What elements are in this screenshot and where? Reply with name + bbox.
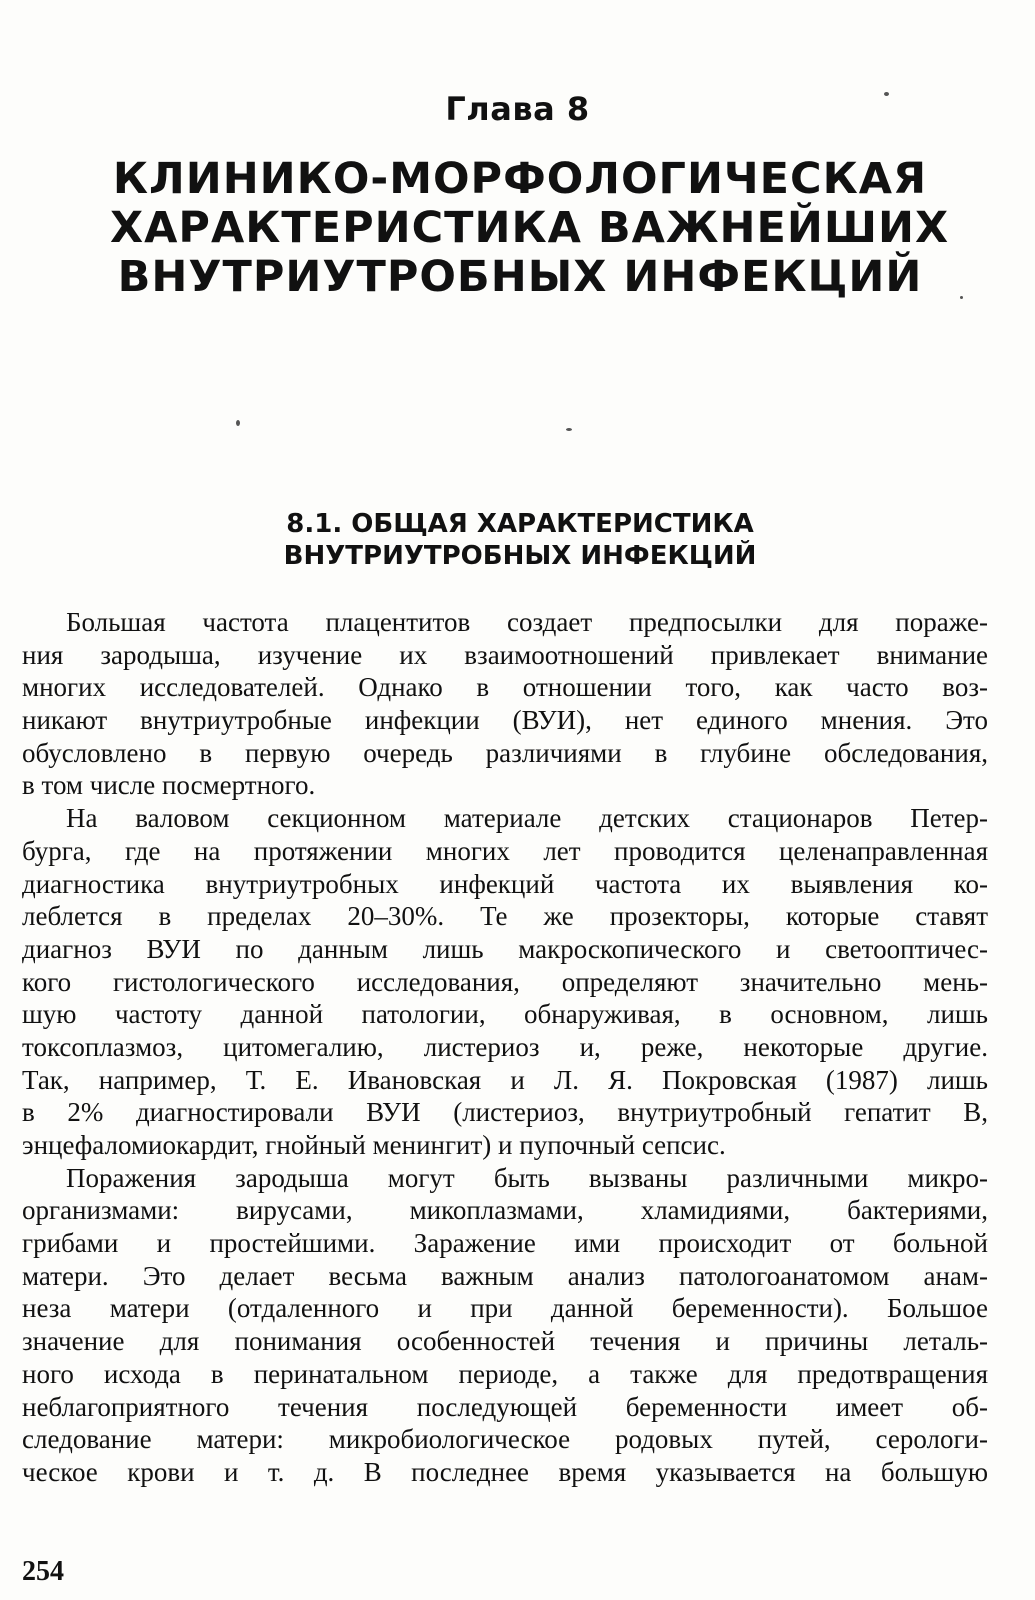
paragraph [22, 802, 988, 1162]
chapter-title-line: КЛИНИКО-МОРФОЛОГИЧЕСКАЯ [112, 154, 928, 204]
paragraph [22, 606, 988, 802]
section-title-line: 8.1. ОБЩАЯ ХАРАКТЕРИСТИКА [286, 509, 754, 539]
text-line: леблется в пределах 20–30%. Те же прозекторы, которые ставят [22, 901, 988, 932]
text-line: организмами: вирусами, микоплазмами, хламидиями, бактериями, [22, 1195, 988, 1226]
text-line: многих исследователей. Однако в отношении того, как часто воз- [22, 672, 988, 703]
body-text [22, 606, 988, 1489]
scan-speck [566, 428, 572, 431]
text-line: диагностика внутриутробных инфекций частота их выявления ко- [22, 868, 988, 899]
text-line: обусловлено в первую очередь различиями в глубине обследования, [22, 737, 988, 768]
text-line: диагноз ВУИ по данным лишь макроскопического и светооптичес- [22, 933, 988, 964]
text-line: шую частоту данной патологии, обнаруживая, в основном, лишь [22, 999, 988, 1030]
page-number: 254 [22, 1556, 64, 1587]
chapter-title-line: ХАРАКТЕРИСТИКА ВАЖНЕЙШИХ [110, 203, 950, 253]
text-line: кого гистологического исследования, определяют значительно мень- [22, 966, 988, 997]
scan-speck [236, 420, 240, 426]
text-line: ния зародыша, изучение их взаимоотношений привлекает внимание [22, 639, 988, 670]
text-line: токсоплазмоз, цитомегалию, листериоз и, реже, некоторые другие. [22, 1031, 988, 1062]
text-line: матери. Это делает весьма важным анализ патологоанатомом анам- [22, 1260, 988, 1291]
scan-speck [960, 296, 963, 299]
text-line: в 2% диагностировали ВУИ (листериоз, внутриутробный гепатит В, [22, 1097, 988, 1128]
text-line: Большая частота плацентитов создает предпосылки для пораже- [66, 607, 988, 637]
text-line: неза матери (отдаленного и при данной беременности). Большое [22, 1293, 988, 1324]
text-line: грибами и простейшими. Заражение ими происходит от больной [22, 1228, 988, 1259]
chapter-label: Глава 8 [445, 90, 590, 128]
text-line: бурга, где на протяжении многих лет проводится целенаправленная [22, 835, 988, 866]
text-line: ного исхода в перинатальном периоде, а также для предотвращения [22, 1358, 988, 1389]
text-line: в том числе посмертного. [22, 770, 316, 801]
section-title-line: ВНУТРИУТРОБНЫХ ИНФЕКЦИЙ [283, 541, 757, 571]
text-line: Так, например, Т. Е. Ивановская и Л. Я. Покровская (1987) лишь [22, 1064, 988, 1095]
text-line: значение для понимания особенностей течения и причины леталь- [22, 1326, 988, 1357]
text-line: энцефаломиокардит, гнойный менингит) и пупочный сепсис. [22, 1130, 726, 1160]
text-line: Поражения зародыша могут быть вызваны различными микро- [66, 1162, 988, 1193]
section-title [150, 508, 890, 572]
text-line: следование матери: микробиологическое родовых путей, серологи- [22, 1424, 988, 1455]
chapter-title-line: ВНУТРИУТРОБНЫХ ИНФЕКЦИЙ [117, 252, 923, 302]
text-line: ческое крови и т. д. В последнее время указывается на большую [22, 1456, 988, 1487]
chapter-title [110, 154, 950, 302]
text-line: неблагоприятного течения последующей беременности имеет об- [22, 1391, 988, 1422]
paragraph [22, 1162, 988, 1489]
text-line: никают внутриутробные инфекции (ВУИ), нет единого мнения. Это [22, 705, 988, 736]
text-line: На валовом секционном материале детских стационаров Петер- [66, 803, 988, 834]
